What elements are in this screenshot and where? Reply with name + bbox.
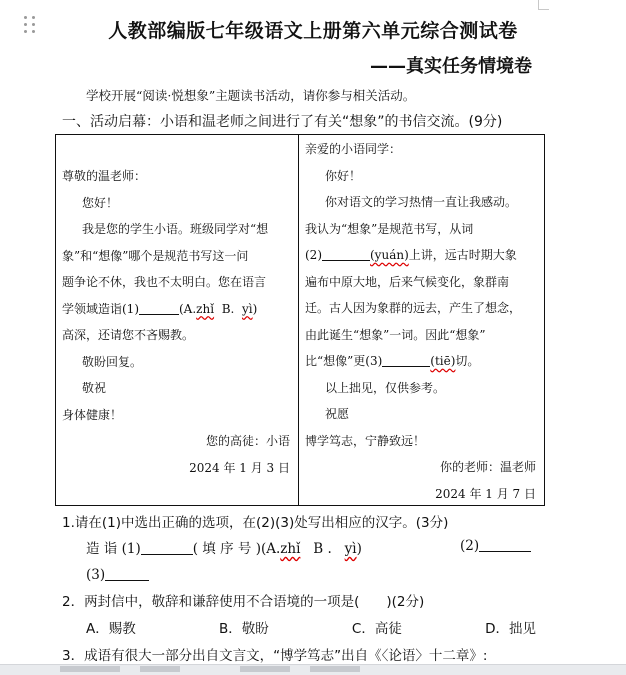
question-1-word: 造 诣 <box>86 541 118 557</box>
section-heading: 一、活动启幕：小语和温老师之间进行了有关“想象”的书信交流。(9分) <box>62 114 503 130</box>
letter-line: 我是您的学生小语。班级同学对“想 <box>82 222 269 236</box>
letter-line: 高深，还请您不吝赐教。 <box>62 328 195 342</box>
letter-closing: 祝愿 <box>325 407 350 421</box>
question-1-label: (2) <box>460 538 480 554</box>
status-bar <box>0 664 626 675</box>
question-3: 3．成语有很大一部分出自文言文，“博学笃志”出自《〈论语〉十二章》: <box>62 648 488 664</box>
question-1-blank-3-line <box>86 566 149 583</box>
letter-line-with-blank <box>62 296 292 323</box>
letter-greeting: 您好！ <box>82 195 119 210</box>
pinyin-option-a: zhǐ <box>196 301 215 316</box>
page-corner-top-right <box>538 0 549 10</box>
letter-text: (A. <box>179 301 197 316</box>
question-2-option-d[interactable]: D．拙见 <box>485 621 536 637</box>
letter-line: 象”和“想像”哪个是规范书写这一问 <box>62 248 249 263</box>
pinyin-hint: (yuán) <box>370 248 409 262</box>
letter-salutation: 尊敬的温老师： <box>62 169 147 183</box>
letter-line-with-blank <box>305 348 538 375</box>
question-2-option-b[interactable]: B．敬盼 <box>218 621 269 637</box>
letter-line: 迁。古人因为象群的远去，产生了想念， <box>305 301 522 315</box>
letter-closing: 博学笃志，宁静致远！ <box>305 433 426 448</box>
letter-date: 2024 年 1 月 3 日 <box>189 460 290 475</box>
letter-line: 你对语文的学习热情一直让我感动。 <box>325 195 518 209</box>
answer-blank-2[interactable] <box>322 246 370 261</box>
letter-salutation: 亲爱的小语同学： <box>305 142 402 156</box>
letter-signature: 您的高徒：小语 <box>205 434 290 448</box>
question-1-text: ( <box>192 541 198 557</box>
letter-line-with-blank <box>305 242 538 269</box>
question-1-text: ) <box>356 541 362 557</box>
letter-greeting: 你好！ <box>325 168 362 183</box>
question-1-blank-3[interactable] <box>105 566 149 581</box>
letter-date: 2024 年 1 月 7 日 <box>435 486 536 501</box>
question-1-note: 填 序 号 <box>202 541 252 557</box>
letter-from-student <box>56 135 299 505</box>
question-2: 2．两封信中，敬辞和谦辞使用不合语境的一项是( )(2分) <box>62 594 425 610</box>
letter-text: B. <box>221 301 235 316</box>
letter-text: 上讲，远古时期大象 <box>408 248 517 262</box>
letters-table <box>55 134 545 506</box>
question-1: 1.请在(1)中选出正确的选项，在(2)(3)处写出相应的汉字。(3分) <box>62 515 449 531</box>
question-1-answer-line <box>86 537 362 557</box>
answer-blank-3[interactable] <box>382 352 430 367</box>
page-subtitle: ——真实任务情境卷 <box>370 56 532 77</box>
answer-blank-1[interactable] <box>139 300 179 315</box>
question-1-label: (3) <box>86 567 106 583</box>
question-1-label: (1) <box>121 541 141 557</box>
question-2-option-a[interactable]: A．赐教 <box>86 621 136 637</box>
intro-text: 学校开展“阅读·悦想象”主题读书活动，请你参与相关活动。 <box>86 88 416 103</box>
letter-line: 题争论不休，我也不太明白。您在语言 <box>62 275 267 289</box>
letter-from-teacher <box>299 135 544 505</box>
pinyin-option-b: yì <box>241 301 253 316</box>
letter-text: (2) <box>305 248 322 262</box>
letter-text: 比“想像”更(3) <box>305 354 383 368</box>
letter-line: 由此诞生“想象”一词。因此“想象” <box>305 327 486 342</box>
page-title: 人教部编版七年级语文上册第六单元综合测试卷 <box>108 20 518 42</box>
letter-text: ) <box>252 301 258 316</box>
letter-closing: 身体健康！ <box>62 407 123 422</box>
question-1-blank-2[interactable] <box>479 537 531 552</box>
letter-line: 我认为“想象”是规范书写，从词 <box>305 221 474 236</box>
pinyin-option-b: yì <box>344 541 357 557</box>
letter-text: 学领域造诣(1) <box>62 301 139 316</box>
letter-closing: 敬盼回复。 <box>82 354 143 369</box>
pinyin-hint: (tiē) <box>430 354 456 368</box>
question-1-text: )(A. <box>255 541 281 557</box>
question-2-options <box>86 617 536 637</box>
question-1-blank-1[interactable] <box>141 540 193 555</box>
question-2-option-c[interactable]: C．高徒 <box>351 621 402 637</box>
letter-signature: 你的老师：温老师 <box>439 460 536 474</box>
question-1-blank-2-line <box>460 537 531 554</box>
letter-closing: 以上拙见，仅供参考。 <box>325 380 446 395</box>
letter-closing: 敬祝 <box>82 381 107 395</box>
pinyin-option-a: zhǐ <box>280 541 301 557</box>
question-1-option-b: B . <box>313 541 332 557</box>
letter-text: 切。 <box>455 354 480 368</box>
letter-line: 遍布中原大地，后来气候变化，象群南 <box>305 274 510 289</box>
